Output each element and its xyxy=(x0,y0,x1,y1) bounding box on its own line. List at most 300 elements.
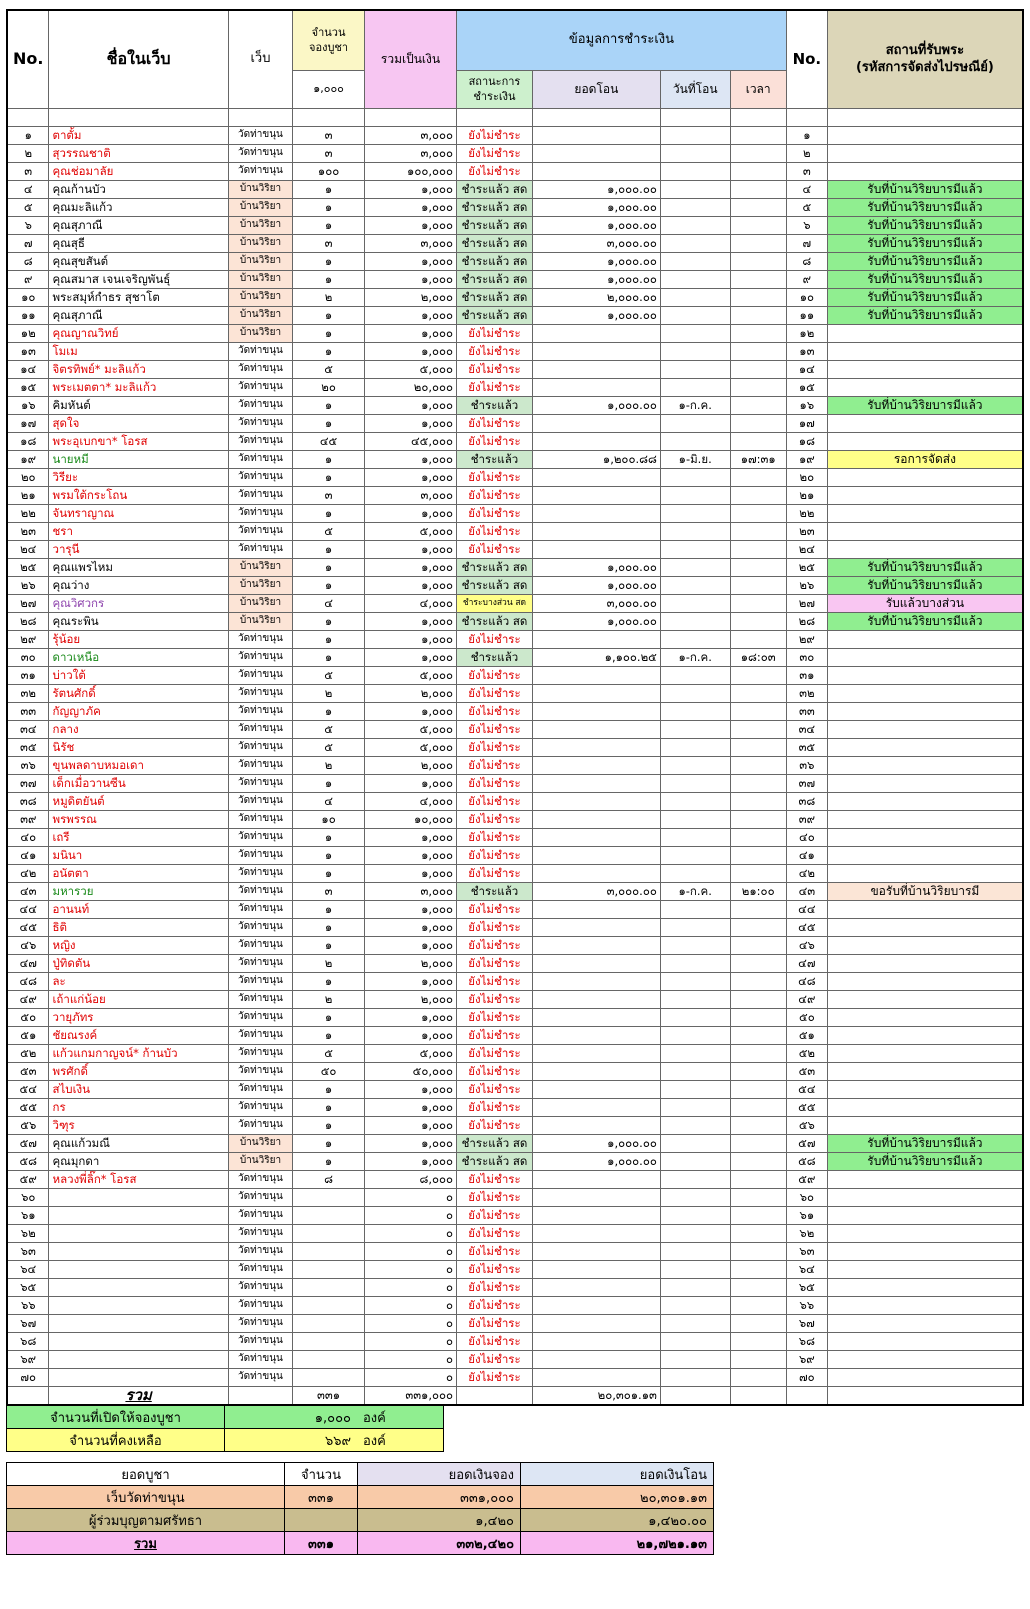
row-total: ๐ xyxy=(364,1332,456,1350)
table-row xyxy=(7,432,1023,450)
row-total: ๑,๐๐๐ xyxy=(364,1134,456,1152)
row-time xyxy=(730,1332,786,1350)
row-name: เถ้าแก่น้อย xyxy=(49,990,228,1008)
table-row xyxy=(7,900,1023,918)
row-time xyxy=(730,1026,786,1044)
row-date xyxy=(660,1368,730,1386)
row-place xyxy=(827,1278,1023,1296)
row-name xyxy=(49,1314,228,1332)
col-total: รวมเป็นเงิน xyxy=(364,10,456,108)
row-no2: ๑๒ xyxy=(786,324,827,342)
row-qty: ๑ xyxy=(293,612,365,630)
row-no: ๕๘ xyxy=(7,1152,49,1170)
row-no2: ๖๒ xyxy=(786,1224,827,1242)
row-qty xyxy=(293,1314,365,1332)
row-no2: ๒๕ xyxy=(786,558,827,576)
row-total: ๑,๐๐๐ xyxy=(364,270,456,288)
row-date xyxy=(660,828,730,846)
row-name: คุณแพรไหม xyxy=(49,558,228,576)
row-qty: ๑ xyxy=(293,846,365,864)
row-date xyxy=(660,1224,730,1242)
col-status: สถานะการ ชำระเงิน xyxy=(457,70,533,108)
row-time xyxy=(730,1098,786,1116)
row-status: ยังไม่ชำระ xyxy=(457,342,533,360)
row-no: ๑๙ xyxy=(7,450,49,468)
row-time xyxy=(730,144,786,162)
row-time xyxy=(730,504,786,522)
row-time xyxy=(730,666,786,684)
row-total: ๑,๐๐๐ xyxy=(364,342,456,360)
row-transfer xyxy=(532,1242,660,1260)
row-no2: ๔๐ xyxy=(786,828,827,846)
row-qty: ๑ xyxy=(293,1152,365,1170)
row-name: อนัตตา xyxy=(49,864,228,882)
row-web: วัดท่าขนุน xyxy=(228,1008,293,1026)
row-transfer xyxy=(532,702,660,720)
row-time xyxy=(730,198,786,216)
row-no2: ๓๙ xyxy=(786,810,827,828)
row-date xyxy=(660,666,730,684)
row-transfer xyxy=(532,1368,660,1386)
table-row xyxy=(7,918,1023,936)
row-qty: ๔๕ xyxy=(293,432,365,450)
row-no2: ๖ xyxy=(786,216,827,234)
row-transfer: ๑,๐๐๐.๐๐ xyxy=(532,252,660,270)
summary-transfer: ๒๐,๓๐๑.๑๓ xyxy=(532,1386,660,1405)
row-web: บ้านวิริยา xyxy=(228,594,293,612)
row-transfer: ๑,๒๐๐.๘๘ xyxy=(532,450,660,468)
row-web: วัดท่าขนุน xyxy=(228,720,293,738)
row-total: ๒,๐๐๐ xyxy=(364,990,456,1008)
row-no2: ๑๘ xyxy=(786,432,827,450)
totals-r3-label: รวม xyxy=(7,1532,285,1555)
row-name: รัตนศักดิ์ xyxy=(49,684,228,702)
row-total: ๕,๐๐๐ xyxy=(364,1044,456,1062)
table-row xyxy=(7,1242,1023,1260)
table-row xyxy=(7,1080,1023,1098)
row-place xyxy=(827,756,1023,774)
row-no2: ๓๗ xyxy=(786,774,827,792)
row-web: วัดท่าขนุน xyxy=(228,1116,293,1134)
table-row xyxy=(7,954,1023,972)
row-place xyxy=(827,1224,1023,1242)
row-time xyxy=(730,306,786,324)
row-web: บ้านวิริยา xyxy=(228,558,293,576)
row-place xyxy=(827,432,1023,450)
row-no: ๖๘ xyxy=(7,1332,49,1350)
row-name: วิฑุร xyxy=(49,1116,228,1134)
row-place: รับที่บ้านวิริยบารมีแล้ว xyxy=(827,396,1023,414)
row-no: ๒๕ xyxy=(7,558,49,576)
row-total: ๑,๐๐๐ xyxy=(364,648,456,666)
row-web: วัดท่าขนุน xyxy=(228,738,293,756)
remain-unit: องค์ xyxy=(357,1429,444,1452)
summary-total: ๓๓๑,๐๐๐ xyxy=(364,1386,456,1405)
row-no: ๑๑ xyxy=(7,306,49,324)
row-date xyxy=(660,1314,730,1332)
row-no: ๑๔ xyxy=(7,360,49,378)
row-time xyxy=(730,576,786,594)
row-total: ๑,๐๐๐ xyxy=(364,900,456,918)
row-date xyxy=(660,936,730,954)
row-total: ๕,๐๐๐ xyxy=(364,360,456,378)
row-no2: ๕๕ xyxy=(786,1098,827,1116)
row-time xyxy=(730,756,786,774)
table-row xyxy=(7,288,1023,306)
row-no: ๑ xyxy=(7,126,49,144)
row-transfer xyxy=(532,666,660,684)
table-row xyxy=(7,1008,1023,1026)
row-name: คุณระพิน xyxy=(49,612,228,630)
row-no: ๓๕ xyxy=(7,738,49,756)
row-transfer xyxy=(532,1224,660,1242)
row-web: วัดท่าขนุน xyxy=(228,162,293,180)
row-no2: ๕๘ xyxy=(786,1152,827,1170)
row-no: ๖๕ xyxy=(7,1278,49,1296)
row-no: ๕๐ xyxy=(7,1008,49,1026)
row-no2: ๓๒ xyxy=(786,684,827,702)
row-qty: ๑ xyxy=(293,774,365,792)
row-place: รับที่บ้านวิริยบารมีแล้ว xyxy=(827,1152,1023,1170)
row-transfer xyxy=(532,810,660,828)
row-no: ๑๐ xyxy=(7,288,49,306)
row-transfer: ๑,๐๐๐.๐๐ xyxy=(532,576,660,594)
row-place xyxy=(827,1044,1023,1062)
row-place xyxy=(827,1008,1023,1026)
row-web: วัดท่าขนุน xyxy=(228,918,293,936)
row-web: วัดท่าขนุน xyxy=(228,1170,293,1188)
row-place xyxy=(827,702,1023,720)
row-total: ๑,๐๐๐ xyxy=(364,972,456,990)
row-status: ชำระแล้ว xyxy=(457,648,533,666)
table-row xyxy=(7,1152,1023,1170)
row-web: วัดท่าขนุน xyxy=(228,1044,293,1062)
row-no2: ๑ xyxy=(786,126,827,144)
row-total: ๔,๐๐๐ xyxy=(364,792,456,810)
row-qty: ๑๐๐ xyxy=(293,162,365,180)
row-name: หมูดิตยันต์ xyxy=(49,792,228,810)
row-date xyxy=(660,504,730,522)
row-qty: ๑๐ xyxy=(293,810,365,828)
table-row xyxy=(7,1098,1023,1116)
table-row xyxy=(7,1278,1023,1296)
row-name: นิรัช xyxy=(49,738,228,756)
remain-label: จำนวนที่คงเหลือ xyxy=(7,1429,225,1452)
row-no2: ๓๔ xyxy=(786,720,827,738)
table-row xyxy=(7,1134,1023,1152)
row-place xyxy=(827,1206,1023,1224)
table-row xyxy=(7,774,1023,792)
row-web: วัดท่าขนุน xyxy=(228,1242,293,1260)
row-qty: ๑ xyxy=(293,1080,365,1098)
row-no2: ๖๑ xyxy=(786,1206,827,1224)
row-place xyxy=(827,1098,1023,1116)
row-web: วัดท่าขนุน xyxy=(228,1368,293,1386)
row-date xyxy=(660,1044,730,1062)
row-qty: ๑ xyxy=(293,198,365,216)
row-no2: ๔๑ xyxy=(786,846,827,864)
row-status: ยังไม่ชำระ xyxy=(457,324,533,342)
row-total: ๐ xyxy=(364,1206,456,1224)
row-qty: ๑ xyxy=(293,630,365,648)
row-transfer xyxy=(532,504,660,522)
row-date xyxy=(660,774,730,792)
row-name: พรศักดิ์ xyxy=(49,1062,228,1080)
row-total: ๐ xyxy=(364,1260,456,1278)
row-web: วัดท่าขนุน xyxy=(228,972,293,990)
row-time xyxy=(730,900,786,918)
row-name: เด็กเมื่อวานซืน xyxy=(49,774,228,792)
row-no: ๔๐ xyxy=(7,828,49,846)
row-date xyxy=(660,270,730,288)
row-total: ๑๐,๐๐๐ xyxy=(364,810,456,828)
row-web: บ้านวิริยา xyxy=(228,270,293,288)
row-no: ๔๙ xyxy=(7,990,49,1008)
row-web: บ้านวิริยา xyxy=(228,306,293,324)
row-no: ๖๔ xyxy=(7,1260,49,1278)
row-time xyxy=(730,1170,786,1188)
row-no: ๑๖ xyxy=(7,396,49,414)
row-no: ๒๒ xyxy=(7,504,49,522)
col-name: ชื่อในเว็บ xyxy=(49,10,228,108)
row-transfer xyxy=(532,864,660,882)
row-web: วัดท่าขนุน xyxy=(228,522,293,540)
col-payment-group: ข้อมูลการชำระเงิน xyxy=(457,10,787,70)
table-row xyxy=(7,1206,1023,1224)
row-status: ยังไม่ชำระ xyxy=(457,846,533,864)
row-time xyxy=(730,432,786,450)
row-name: นายหมี xyxy=(49,450,228,468)
row-time xyxy=(730,792,786,810)
row-place: รับที่บ้านวิริยบารมีแล้ว xyxy=(827,612,1023,630)
row-qty: ๒ xyxy=(293,954,365,972)
row-name: สุดใจ xyxy=(49,414,228,432)
table-row xyxy=(7,1332,1023,1350)
row-no2: ๕๗ xyxy=(786,1134,827,1152)
row-no: ๗๐ xyxy=(7,1368,49,1386)
row-total: ๑,๐๐๐ xyxy=(364,936,456,954)
row-status: ยังไม่ชำระ xyxy=(457,414,533,432)
row-date xyxy=(660,1188,730,1206)
row-time xyxy=(730,684,786,702)
row-web: บ้านวิริยา xyxy=(228,1134,293,1152)
row-no: ๒๙ xyxy=(7,630,49,648)
row-transfer: ๓,๐๐๐.๐๐ xyxy=(532,594,660,612)
row-no2: ๔๓ xyxy=(786,882,827,900)
row-web: วัดท่าขนุน xyxy=(228,1098,293,1116)
row-transfer xyxy=(532,972,660,990)
row-transfer xyxy=(532,468,660,486)
row-total: ๐ xyxy=(364,1368,456,1386)
summary-row xyxy=(7,1386,1023,1405)
row-total: ๓,๐๐๐ xyxy=(364,126,456,144)
row-web: วัดท่าขนุน xyxy=(228,1296,293,1314)
table-row xyxy=(7,558,1023,576)
row-status: ชำระแล้ว xyxy=(457,882,533,900)
row-no: ๖ xyxy=(7,216,49,234)
row-web: วัดท่าขนุน xyxy=(228,990,293,1008)
row-qty: ๑ xyxy=(293,1098,365,1116)
row-place xyxy=(827,126,1023,144)
row-name: คุณมะลิแก้ว xyxy=(49,198,228,216)
row-time xyxy=(730,828,786,846)
row-time xyxy=(730,558,786,576)
row-place xyxy=(827,1296,1023,1314)
row-total: ๑,๐๐๐ xyxy=(364,702,456,720)
row-place xyxy=(827,792,1023,810)
row-time xyxy=(730,1134,786,1152)
row-no2: ๗ xyxy=(786,234,827,252)
row-qty: ๑ xyxy=(293,540,365,558)
row-total: ๒,๐๐๐ xyxy=(364,684,456,702)
totals-r1-label: เว็บวัดท่าขนุน xyxy=(7,1486,285,1509)
row-qty: ๓ xyxy=(293,126,365,144)
col-web: เว็บ xyxy=(228,10,293,108)
row-web: วัดท่าขนุน xyxy=(228,630,293,648)
row-transfer xyxy=(532,738,660,756)
row-no2: ๓๕ xyxy=(786,738,827,756)
table-row xyxy=(7,540,1023,558)
row-date xyxy=(660,1332,730,1350)
row-status: ยังไม่ชำระ xyxy=(457,864,533,882)
row-date xyxy=(660,522,730,540)
row-place: รับที่บ้านวิริยบารมีแล้ว xyxy=(827,180,1023,198)
row-web: วัดท่าขนุน xyxy=(228,702,293,720)
row-time xyxy=(730,270,786,288)
row-web: บ้านวิริยา xyxy=(228,612,293,630)
row-place: รอการจัดส่ง xyxy=(827,450,1023,468)
row-transfer xyxy=(532,144,660,162)
row-place xyxy=(827,972,1023,990)
row-no2: ๔๕ xyxy=(786,918,827,936)
totals-r1-transfer: ๒๐,๓๐๑.๑๓ xyxy=(521,1486,714,1509)
row-no: ๔๗ xyxy=(7,954,49,972)
row-no: ๑๕ xyxy=(7,378,49,396)
row-no2: ๒๐ xyxy=(786,468,827,486)
row-name: หลวงพี่ลิ๊ก* โอรส xyxy=(49,1170,228,1188)
row-qty: ๑ xyxy=(293,828,365,846)
row-web: วัดท่าขนุน xyxy=(228,1062,293,1080)
row-time xyxy=(730,216,786,234)
row-no2: ๕๑ xyxy=(786,1026,827,1044)
col-date: วันที่โอน xyxy=(660,70,730,108)
row-transfer xyxy=(532,684,660,702)
table-row xyxy=(7,612,1023,630)
row-time xyxy=(730,414,786,432)
row-transfer: ๑,๐๐๐.๐๐ xyxy=(532,180,660,198)
row-no2: ๙ xyxy=(786,270,827,288)
row-status: ชำระแล้ว สด xyxy=(457,1152,533,1170)
opened-value: ๑,๐๐๐ xyxy=(225,1406,358,1429)
row-name: คุณว่าง xyxy=(49,576,228,594)
row-qty: ๑ xyxy=(293,414,365,432)
row-place: ขอรับที่บ้านวิริยบารมี xyxy=(827,882,1023,900)
row-status: ชำระบางส่วน สด xyxy=(457,594,533,612)
row-transfer xyxy=(532,1260,660,1278)
row-place xyxy=(827,720,1023,738)
row-name: ขุนพลดาบหมอเดา xyxy=(49,756,228,774)
table-row xyxy=(7,450,1023,468)
row-date xyxy=(660,306,730,324)
row-web: วัดท่าขนุน xyxy=(228,1206,293,1224)
row-place xyxy=(827,684,1023,702)
row-no2: ๖๓ xyxy=(786,1242,827,1260)
row-web: บ้านวิริยา xyxy=(228,288,293,306)
table-row xyxy=(7,1224,1023,1242)
row-status: ยังไม่ชำระ xyxy=(457,1062,533,1080)
row-place xyxy=(827,342,1023,360)
row-no: ๗ xyxy=(7,234,49,252)
row-status: ยังไม่ชำระ xyxy=(457,1242,533,1260)
row-qty xyxy=(293,1242,365,1260)
row-status: ยังไม่ชำระ xyxy=(457,1278,533,1296)
table-row xyxy=(7,1062,1023,1080)
row-qty: ๑ xyxy=(293,1008,365,1026)
row-qty: ๓ xyxy=(293,234,365,252)
row-status: ยังไม่ชำระ xyxy=(457,792,533,810)
row-total: ๔,๐๐๐ xyxy=(364,594,456,612)
row-total: ๑,๐๐๐ xyxy=(364,864,456,882)
row-transfer: ๑,๐๐๐.๐๐ xyxy=(532,216,660,234)
row-total: ๒,๐๐๐ xyxy=(364,288,456,306)
row-total: ๑,๐๐๐ xyxy=(364,774,456,792)
row-date xyxy=(660,1260,730,1278)
row-total: ๑,๐๐๐ xyxy=(364,630,456,648)
row-web: วัดท่าขนุน xyxy=(228,774,293,792)
row-total: ๑,๐๐๐ xyxy=(364,558,456,576)
row-no2: ๕๖ xyxy=(786,1116,827,1134)
row-date xyxy=(660,1296,730,1314)
row-name: บ่าวใต้ xyxy=(49,666,228,684)
row-transfer xyxy=(532,774,660,792)
row-web: วัดท่าขนุน xyxy=(228,936,293,954)
row-web: วัดท่าขนุน xyxy=(228,540,293,558)
row-time xyxy=(730,1278,786,1296)
row-date xyxy=(660,1350,730,1368)
booking-sheet xyxy=(6,9,1024,1406)
row-no2: ๑๐ xyxy=(786,288,827,306)
row-date xyxy=(660,576,730,594)
row-total: ๐ xyxy=(364,1350,456,1368)
row-time xyxy=(730,1188,786,1206)
row-no2: ๕๔ xyxy=(786,1080,827,1098)
row-status: ยังไม่ชำระ xyxy=(457,360,533,378)
row-no: ๖๑ xyxy=(7,1206,49,1224)
row-web: วัดท่าขนุน xyxy=(228,1224,293,1242)
opened-unit: องค์ xyxy=(357,1406,444,1429)
row-web: บ้านวิริยา xyxy=(228,180,293,198)
row-status: ยังไม่ชำระ xyxy=(457,1116,533,1134)
row-no: ๓๙ xyxy=(7,810,49,828)
row-status: ยังไม่ชำระ xyxy=(457,1296,533,1314)
table-row xyxy=(7,144,1023,162)
row-no: ๑๗ xyxy=(7,414,49,432)
row-date xyxy=(660,288,730,306)
row-transfer xyxy=(532,1332,660,1350)
row-date xyxy=(660,1242,730,1260)
row-status: ยังไม่ชำระ xyxy=(457,522,533,540)
row-no2: ๒๑ xyxy=(786,486,827,504)
row-web: วัดท่าขนุน xyxy=(228,756,293,774)
row-place xyxy=(827,954,1023,972)
row-transfer xyxy=(532,1026,660,1044)
row-status: ชำระแล้ว สด xyxy=(457,198,533,216)
row-no2: ๒๔ xyxy=(786,540,827,558)
row-transfer xyxy=(532,378,660,396)
table-row xyxy=(7,1116,1023,1134)
row-no: ๕๗ xyxy=(7,1134,49,1152)
row-status: ยังไม่ชำระ xyxy=(457,1008,533,1026)
